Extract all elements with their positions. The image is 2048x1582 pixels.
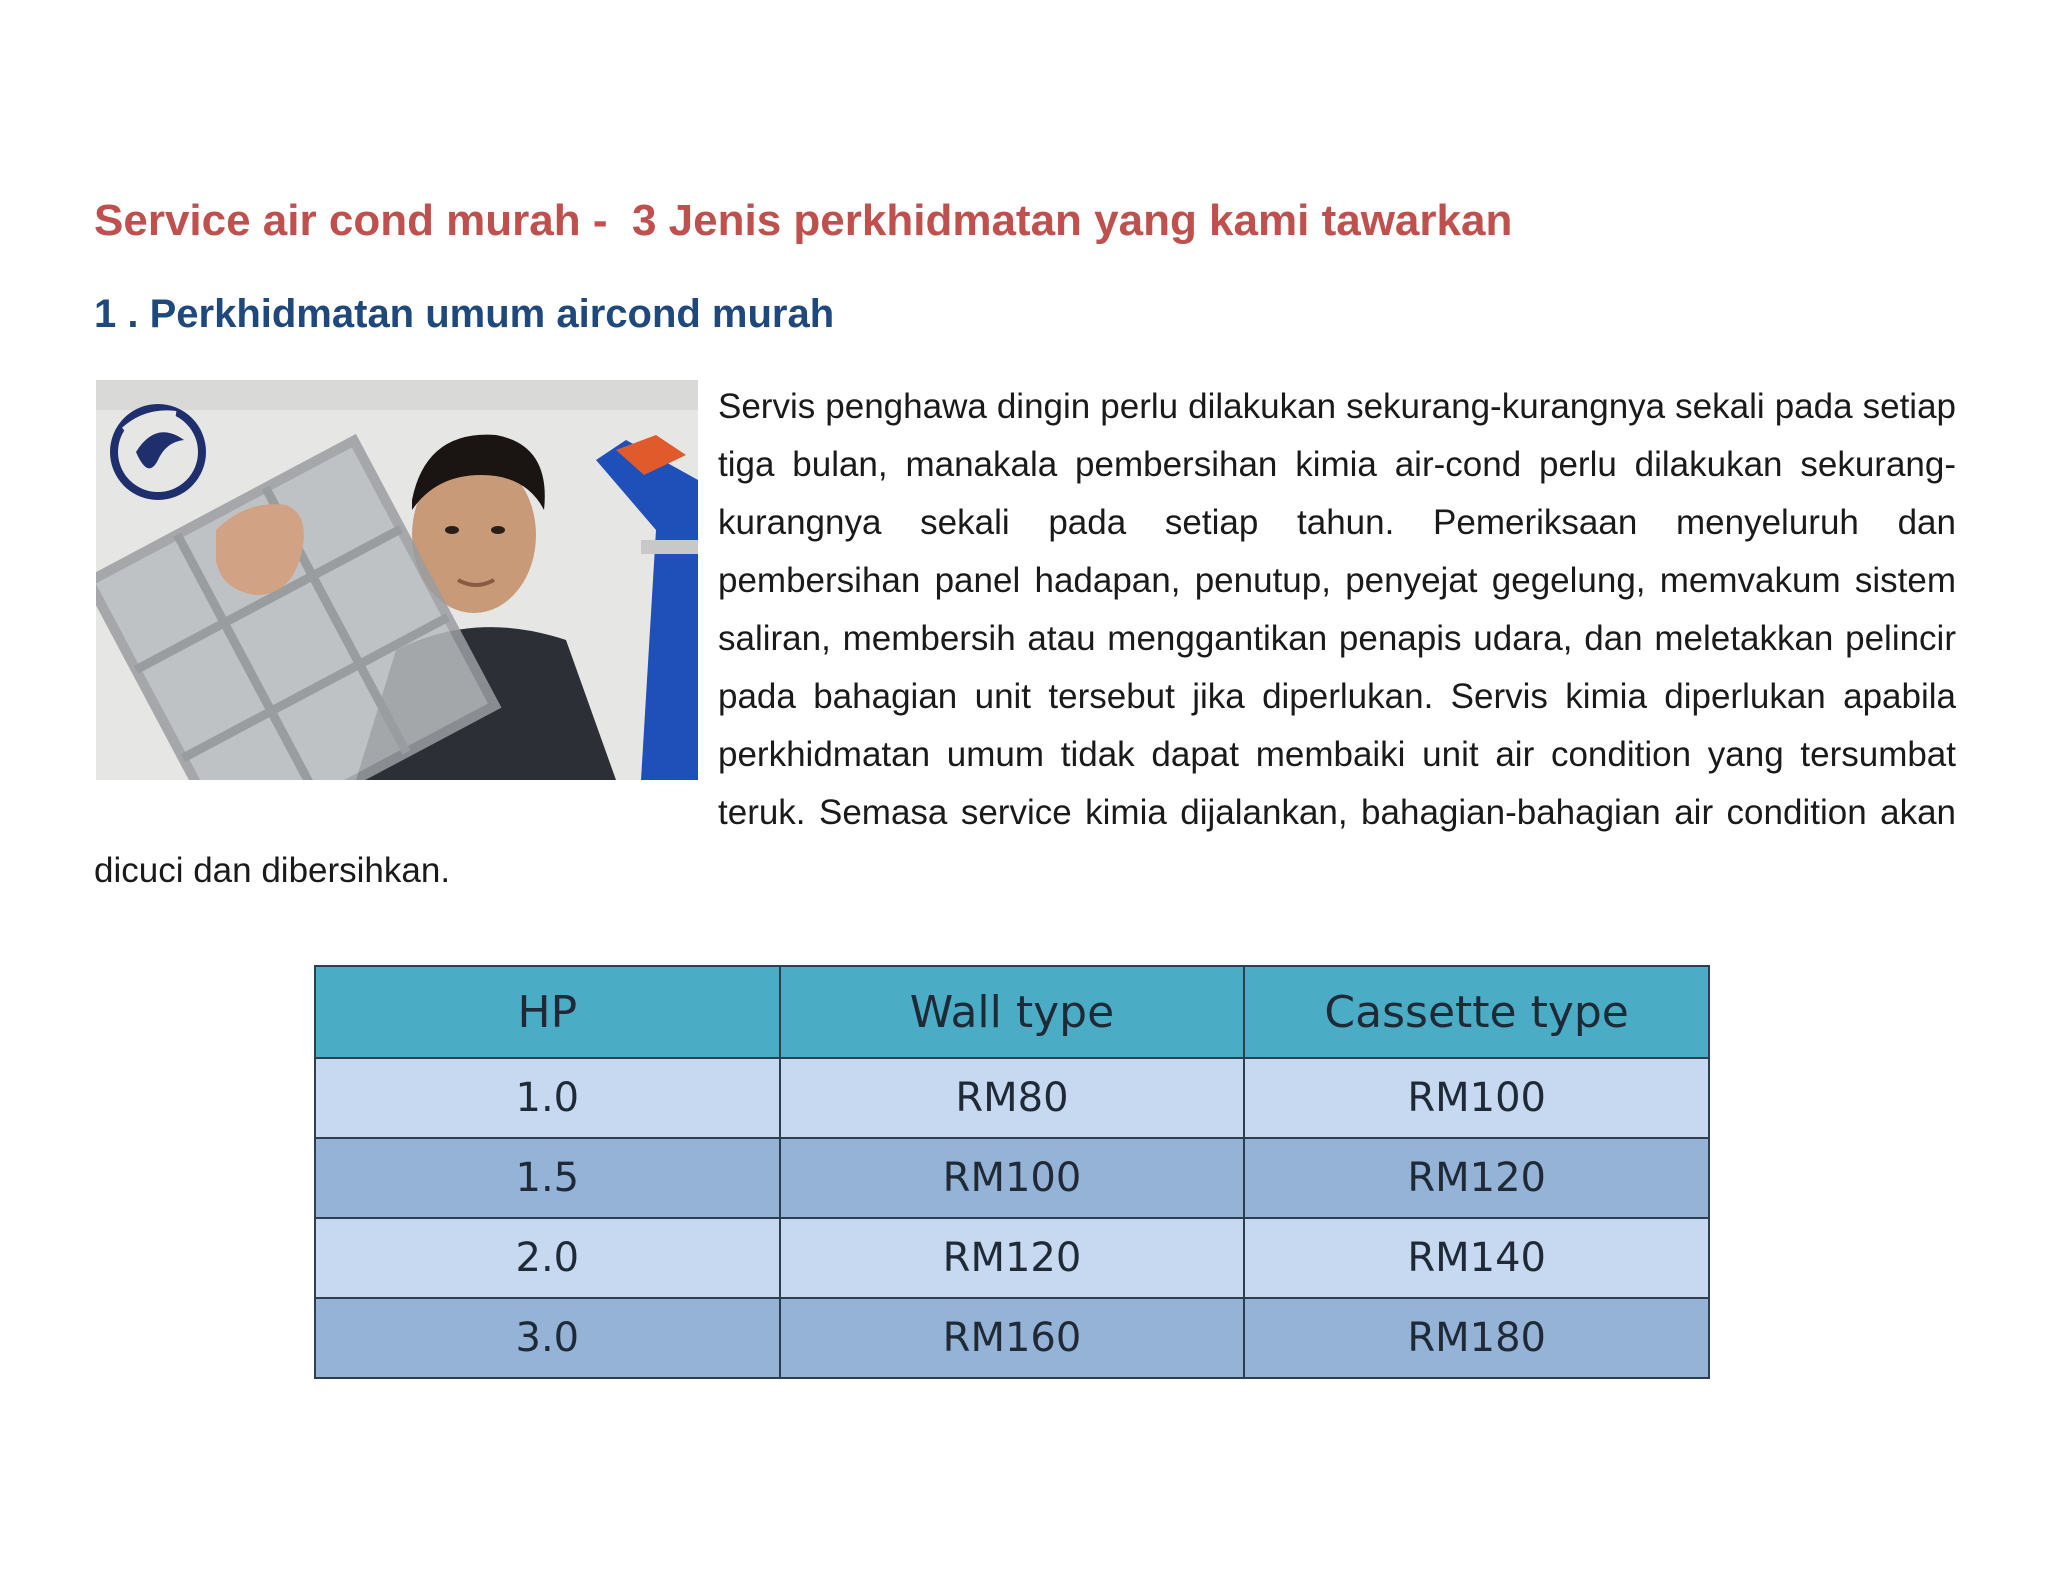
table-row xyxy=(315,1138,1709,1218)
paragraph-text: Servis penghawa dingin perlu dilakukan sekurang-kurangnya sekali pada setiap tiga bulan, manakala pembersihan kimia air-cond perlu dilakukan sekurang-kurangnya sekali pada setiap tahun. Pemeriksaan menyeluruh dan pembersihan panel hadapan, penutup, penyejat gegelung, memvakum sistem saliran, membersih atau menggantikan penapis udara, dan meletakkan pelincir pada bahagian unit tersebut jika diperlukan. Servis kimia diperlukan apabila perkhidmatan umum tidak dapat membaiki unit air condition yang tersumbat teruk. Semasa service kimia dijalankan, bahagian-bahagian air condition akan dicuci dan dibersihkan. xyxy=(94,387,1956,890)
header-wall-type: Wall type xyxy=(780,966,1245,1058)
price-table-container xyxy=(314,965,1710,1379)
section-heading: 1 . Perkhidmatan umum aircond murah xyxy=(94,292,835,336)
service-description xyxy=(94,378,1956,900)
cell-cassette-price: RM140 xyxy=(1244,1218,1709,1298)
cell-hp: 2.0 xyxy=(315,1218,780,1298)
table-header-row xyxy=(315,966,1709,1058)
cell-cassette-price: RM100 xyxy=(1244,1058,1709,1138)
cell-hp: 1.0 xyxy=(315,1058,780,1138)
header-hp: HP xyxy=(315,966,780,1058)
table-row xyxy=(315,1218,1709,1298)
cell-wall-price: RM120 xyxy=(780,1218,1245,1298)
table-row xyxy=(315,1298,1709,1378)
cell-hp: 1.5 xyxy=(315,1138,780,1218)
price-table xyxy=(314,965,1710,1379)
cell-cassette-price: RM120 xyxy=(1244,1138,1709,1218)
photo-wrap-spacer xyxy=(94,378,718,788)
header-cassette-type: Cassette type xyxy=(1244,966,1709,1058)
cell-hp: 3.0 xyxy=(315,1298,780,1378)
page-title: Service air cond murah - 3 Jenis perkhidmatan yang kami tawarkan xyxy=(94,196,1513,245)
cell-wall-price: RM80 xyxy=(780,1058,1245,1138)
cell-wall-price: RM160 xyxy=(780,1298,1245,1378)
cell-cassette-price: RM180 xyxy=(1244,1298,1709,1378)
table-row xyxy=(315,1058,1709,1138)
cell-wall-price: RM100 xyxy=(780,1138,1245,1218)
